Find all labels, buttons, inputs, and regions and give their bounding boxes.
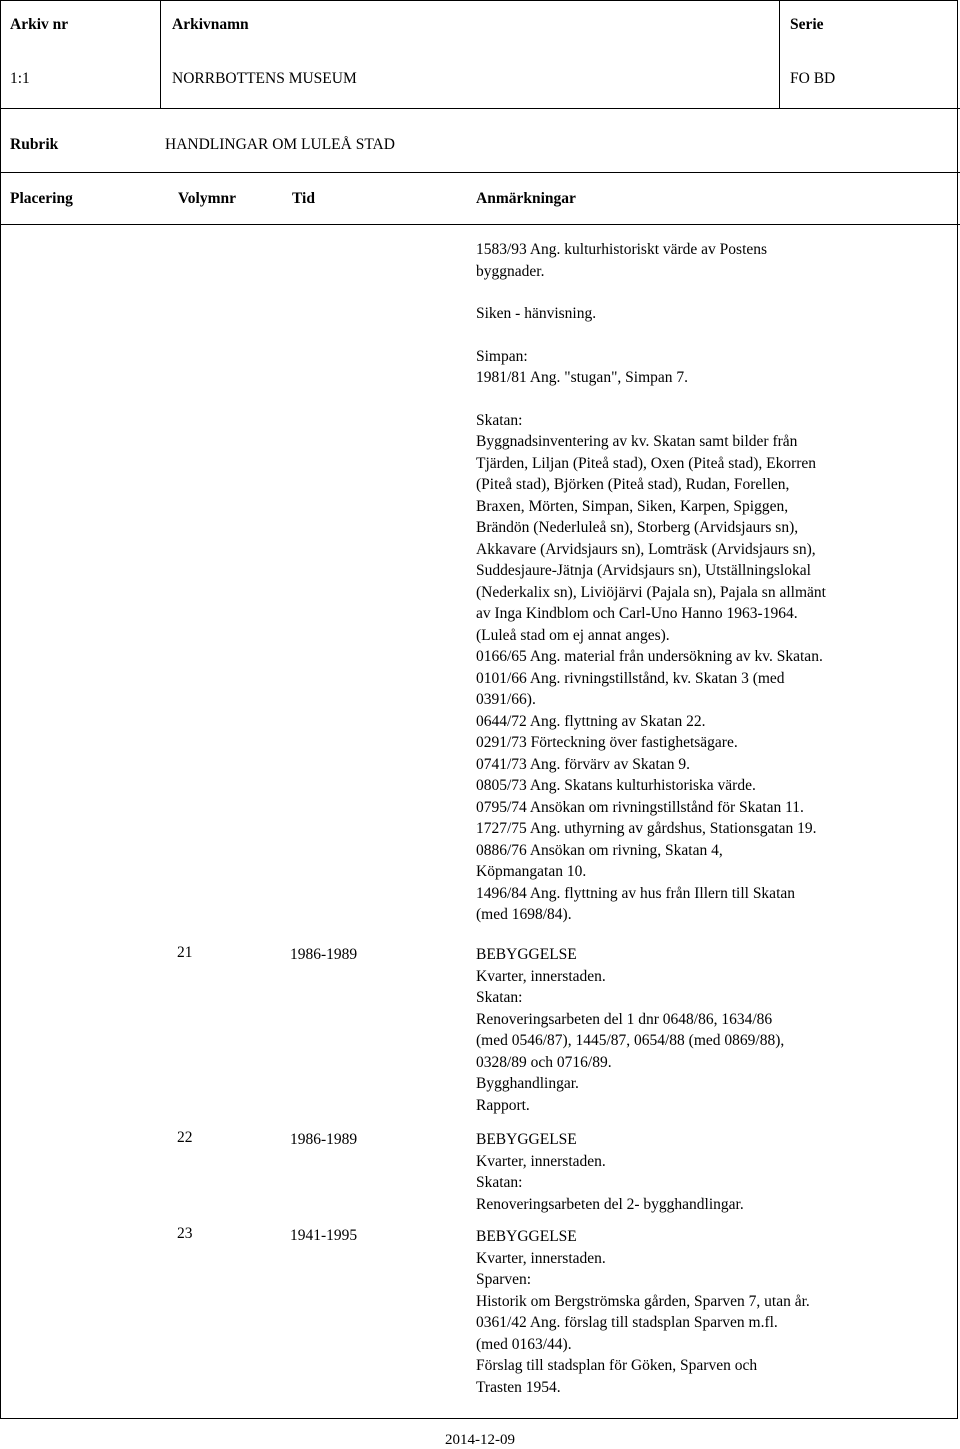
note-line: 0741/73 Ang. förvärv av Skatan 9. <box>476 755 690 773</box>
note-line: 0391/66). <box>476 691 536 708</box>
note-line: Bygghandlingar. <box>476 1075 579 1092</box>
note-line: 0644/72 Ang. flyttning av Skatan 22. <box>476 712 706 730</box>
row-22-tid: 1986-1989 <box>290 1131 358 1148</box>
note-line: 0166/65 Ang. material från undersökning av kv. Skatan. <box>476 648 823 665</box>
note-line: 0101/66 Ang. rivningstillstånd, kv. Skatan 3 (med <box>476 669 785 687</box>
note-line: BEBYGGELSE <box>476 1131 577 1148</box>
note-line: BEBYGGELSE <box>476 946 577 963</box>
note-line: (med 1698/84). <box>476 906 572 923</box>
note-line: Sparven: <box>476 1271 532 1288</box>
note-line: 1496/84 Ang. flyttning av hus från Illern till Skatan <box>476 884 795 902</box>
note-line: Simpan: <box>476 347 528 365</box>
header-divider-2 <box>0 172 960 173</box>
header-divider-1 <box>0 108 960 109</box>
note-line: (Luleå stad om ej annat anges). <box>476 626 670 644</box>
continued-notes <box>476 239 916 926</box>
serie-label: Serie <box>790 16 824 33</box>
tid-label: Tid <box>292 190 315 207</box>
note-line: 1981/81 Ang. "stugan", Simpan 7. <box>476 369 689 386</box>
note-line: Kvarter, innerstaden. <box>476 1152 606 1170</box>
row-23-tid: 1941-1995 <box>290 1227 358 1244</box>
header-divider-3 <box>0 224 960 225</box>
row-23-notes <box>476 1226 916 1398</box>
footer-date: 2014-12-09 <box>445 1432 515 1448</box>
note-line: Tjärden, Liljan (Piteå stad), Oxen (Piteå stad), Ekorren <box>476 454 817 472</box>
column-divider-1 <box>160 0 161 108</box>
note-line: Rapport. <box>476 1096 530 1114</box>
rubrik-label: Rubrik <box>10 136 59 153</box>
placering-label: Placering <box>10 190 73 207</box>
note-line: (med 0546/87), 1445/87, 0654/88 (med 0869/88), <box>476 1032 785 1049</box>
note-line: Förslag till stadsplan för Göken, Sparven och <box>476 1357 758 1374</box>
row-22-volymnr: 22 <box>177 1129 193 1146</box>
rubrik-value: HANDLINGAR OM LULEÅ STAD <box>165 136 395 153</box>
note-line: byggnader. <box>476 262 545 280</box>
note-line: (med 0163/44). <box>476 1335 572 1353</box>
note-line: Renoveringsarbeten del 1 dnr 0648/86, 1634/86 <box>476 1010 773 1028</box>
note-line: 1727/75 Ang. uthyrning av gårdshus, Stationsgatan 19. <box>476 820 817 837</box>
note-line: Brändön (Nederluleå sn), Storberg (Arvidsjaurs sn), <box>476 519 799 536</box>
note-spacer <box>476 325 916 346</box>
note-line: (Nederkalix sn), Liviöjärvi (Pajala sn), Pajala sn allmänt <box>476 583 826 601</box>
note-line: Suddesjaure-Jätnja (Arvidsjaurs sn), Utställningslokal <box>476 562 811 579</box>
serie-value: FO BD <box>790 70 836 87</box>
note-line: Kvarter, innerstaden. <box>476 967 606 985</box>
note-line: Byggnadsinventering av kv. Skatan samt bilder från <box>476 433 798 450</box>
note-line: 0328/89 och 0716/89. <box>476 1053 612 1071</box>
note-line: Siken - hänvisning. <box>476 305 597 322</box>
note-spacer <box>476 389 916 410</box>
note-spacer <box>476 282 916 303</box>
row-21-notes <box>476 944 916 1116</box>
note-line: 0805/73 Ang. Skatans kulturhistoriska värde. <box>476 777 756 794</box>
note-line: Skatan: <box>476 989 523 1006</box>
column-divider-2 <box>779 0 780 108</box>
arkivnr-label: Arkiv nr <box>10 16 69 33</box>
note-line: 0361/42 Ang. förslag till stadsplan Sparven m.fl. <box>476 1314 778 1331</box>
note-line: Kvarter, innerstaden. <box>476 1249 606 1267</box>
anmarkningar-label: Anmärkningar <box>476 190 576 207</box>
note-line: Köpmangatan 10. <box>476 863 587 880</box>
arkivnr-value: 1:1 <box>10 70 30 87</box>
note-line: Historik om Bergströmska gården, Sparven 7, utan år. <box>476 1292 810 1310</box>
arkivnamn-label: Arkivnamn <box>172 16 249 33</box>
note-line: 0886/76 Ansökan om rivning, Skatan 4, <box>476 841 723 859</box>
note-line: BEBYGGELSE <box>476 1228 577 1245</box>
row-21-volymnr: 21 <box>177 944 193 961</box>
note-line: (Piteå stad), Björken (Piteå stad), Rudan, Forellen, <box>476 476 790 493</box>
note-line: Skatan: <box>476 411 523 429</box>
note-line: Braxen, Mörten, Simpan, Siken, Karpen, Spiggen, <box>476 497 789 515</box>
note-line: Renoveringsarbeten del 2- bygghandlingar. <box>476 1195 744 1213</box>
note-line: 1583/93 Ang. kulturhistoriskt värde av Postens <box>476 241 768 258</box>
note-line: Skatan: <box>476 1174 523 1191</box>
note-line: av Inga Kindblom och Carl-Uno Hanno 1963-1964. <box>476 605 798 622</box>
note-line: 0795/74 Ansökan om rivningstillstånd för Skatan 11. <box>476 798 804 816</box>
volymnr-label: Volymnr <box>178 190 236 207</box>
row-21-tid: 1986-1989 <box>290 946 358 963</box>
arkivnamn-value: NORRBOTTENS MUSEUM <box>172 70 357 87</box>
row-23-volymnr: 23 <box>177 1225 193 1242</box>
note-line: Trasten 1954. <box>476 1378 561 1396</box>
note-line: Akkavare (Arvidsjaurs sn), Lomträsk (Arvidsjaurs sn), <box>476 540 816 558</box>
row-22-notes <box>476 1129 916 1215</box>
note-line: 0291/73 Förteckning över fastighetsägare. <box>476 734 738 751</box>
